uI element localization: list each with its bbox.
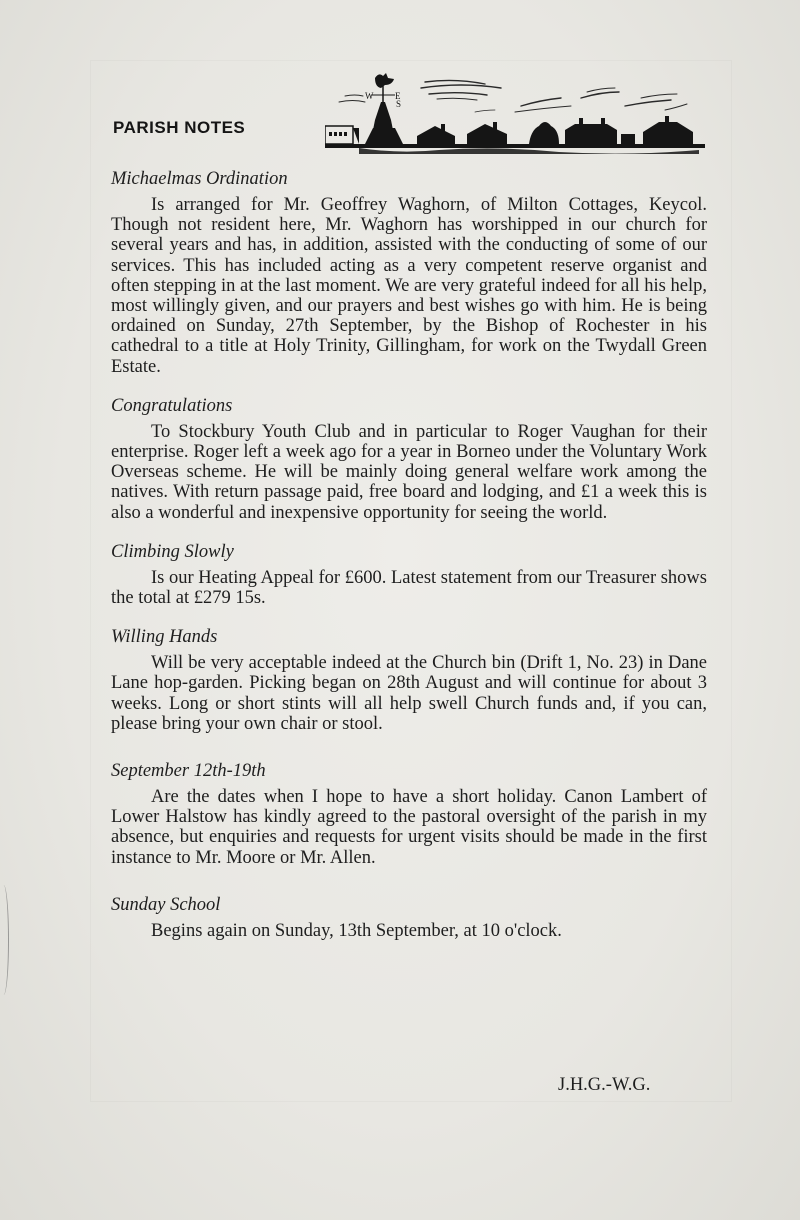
notes-content	[111, 168, 707, 959]
signature-initials: J.H.G.-W.G.	[558, 1075, 651, 1095]
section-body: To Stockbury Youth Club and in particular to Roger Vaughan for their enterprise. Roger left a week ago for a year in Borneo under the Voluntary Work Overseas scheme. He will be mainly doing general welfare work among the natives. With return passage paid, free board and lodging, and £1 a week this is also a wonderful and inexpensive opportunity for seeing the world.	[111, 421, 707, 523]
vane-letter-e: E	[395, 91, 401, 101]
cloud-streaks-icon	[339, 80, 687, 112]
section-body: Begins again on Sunday, 13th September, at 10 o'clock.	[151, 920, 562, 941]
section-body: Is our Heating Appeal for £600. Latest statement from our Treasurer shows the total at £279 15s.	[111, 567, 707, 609]
vane-letter-w: W	[365, 91, 374, 101]
section-heading: Sunday School	[111, 894, 221, 915]
parish-notes-header	[113, 68, 713, 160]
village-skyline-with-weathervane-icon	[325, 68, 715, 160]
note-section	[111, 626, 707, 734]
note-section	[111, 395, 707, 523]
vane-letter-s: S	[396, 99, 402, 109]
section-heading: September 12th-19th	[111, 761, 266, 782]
note-section	[111, 541, 707, 608]
section-body: Will be very acceptable indeed at the Church bin (Drift 1, No. 23) in Dane Lane hop-garden. Picking began on 28th August and will continue for about 3 weeks. Long or short stints will all help swell Church funds and, if you can, please bring your own chair or stool.	[111, 653, 707, 734]
page-edge-mark	[0, 885, 9, 995]
page-title: PARISH NOTES	[113, 118, 246, 137]
section-heading: Climbing Slowly	[111, 541, 234, 562]
section-heading: Michaelmas Ordination	[111, 169, 288, 189]
note-section	[111, 894, 707, 941]
section-heading: Congratulations	[111, 395, 233, 416]
weathervane-icon	[365, 73, 401, 130]
section-body: Is arranged for Mr. Geoffrey Waghorn, of Milton Cottages, Keycol. Though not resident here, Mr. Waghorn has worshipped in our church for several years and has, in addition, assisted with the conducting of some of our services. This has included acting as a very competent reserve organist and often stepping in at the last moment. We are very grateful indeed for all his help, most willingly given, and our prayers and best wishes go with him. He is being ordained on Sunday, 27th September, by the Bishop of Rochester in his cathedral to a title at Holy Trinity, Gillingham, for work on the Twydall Green Estate.	[111, 195, 707, 377]
section-heading: Willing Hands	[111, 627, 218, 648]
note-section	[111, 760, 707, 868]
section-body: Are the dates when I hope to have a short holiday. Canon Lambert of Lower Halstow has kindly agreed to the pastoral oversight of the parish in my absence, but enquiries and requests for urgent visits should be made in the first instance to Mr. Moore or Mr. Allen.	[111, 787, 707, 868]
note-section	[111, 168, 707, 377]
